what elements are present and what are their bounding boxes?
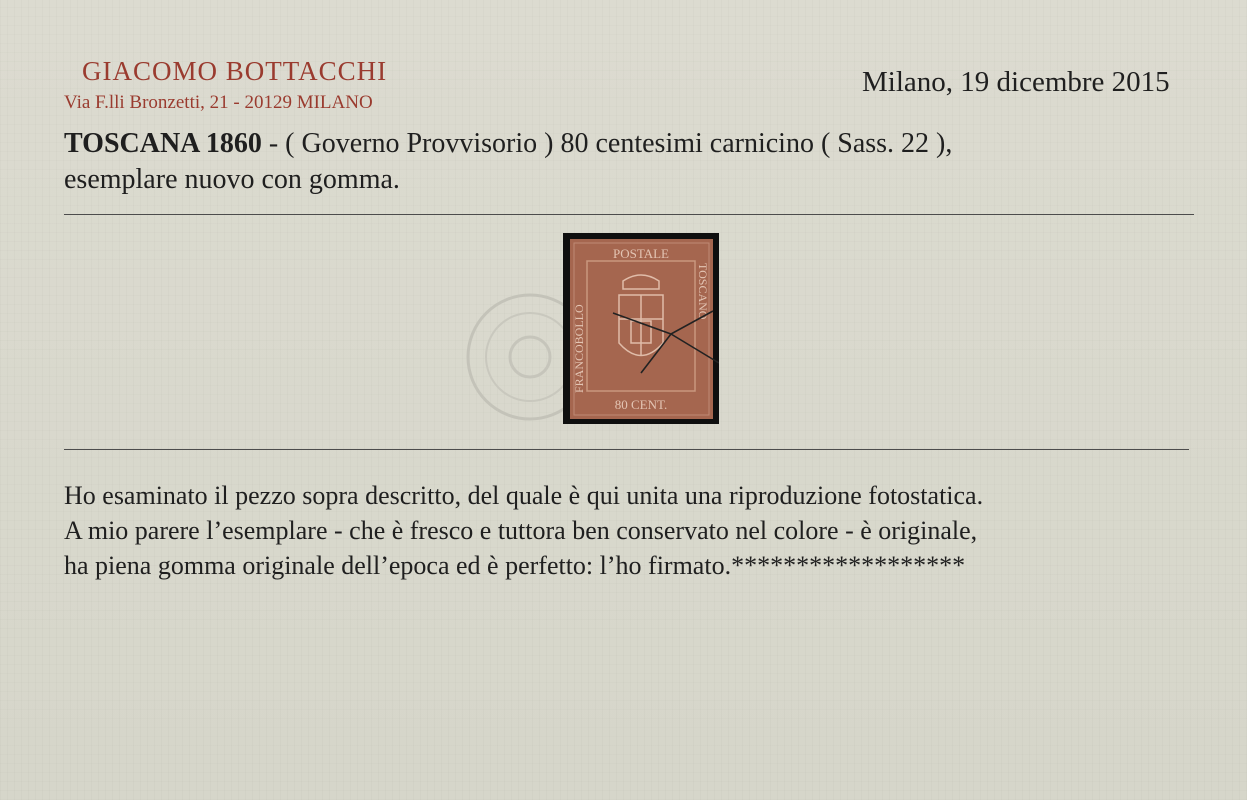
certificate-date: Milano, 19 dicembre 2015	[862, 66, 1170, 98]
stamp-photo	[563, 233, 719, 424]
certificate-line-3: ha piena gomma originale dell’epoca ed è perfetto: l’ho firmato.******************	[64, 551, 966, 580]
divider-bottom	[64, 449, 1189, 450]
description-lead: TOSCANA 1860	[64, 128, 262, 159]
certificate-line-2: A mio parere l’esemplare - che è fresco e tuttora ben conservato nel colore - è originale,	[64, 516, 978, 545]
description-line-2: esemplare nuovo con gomma.	[64, 164, 400, 195]
stamp-description	[64, 126, 1199, 198]
stamp-image	[563, 233, 719, 424]
description-line-1	[64, 126, 1199, 162]
issuer-name: GIACOMO BOTTACCHI	[82, 56, 388, 86]
stamp-top-text: POSTALE	[612, 246, 670, 261]
stamp-right-text: TOSCANO	[696, 263, 710, 320]
certificate-line-1: Ho esaminato il pezzo sopra descritto, del quale è qui unita una riproduzione fotostatica.	[64, 481, 984, 510]
certificate-text	[64, 478, 1204, 583]
stamp-value-text: 80 CENT.	[614, 397, 668, 412]
divider-top	[64, 214, 1194, 215]
issuer-address: Via F.lli Bronzetti, 21 - 20129 MILANO	[64, 92, 373, 113]
stamp-left-text: FRANCOBOLLO	[572, 304, 586, 393]
description-detail: - ( Governo Provvisorio ) 80 centesimi carnicino ( Sass. 22 ),	[261, 128, 953, 159]
